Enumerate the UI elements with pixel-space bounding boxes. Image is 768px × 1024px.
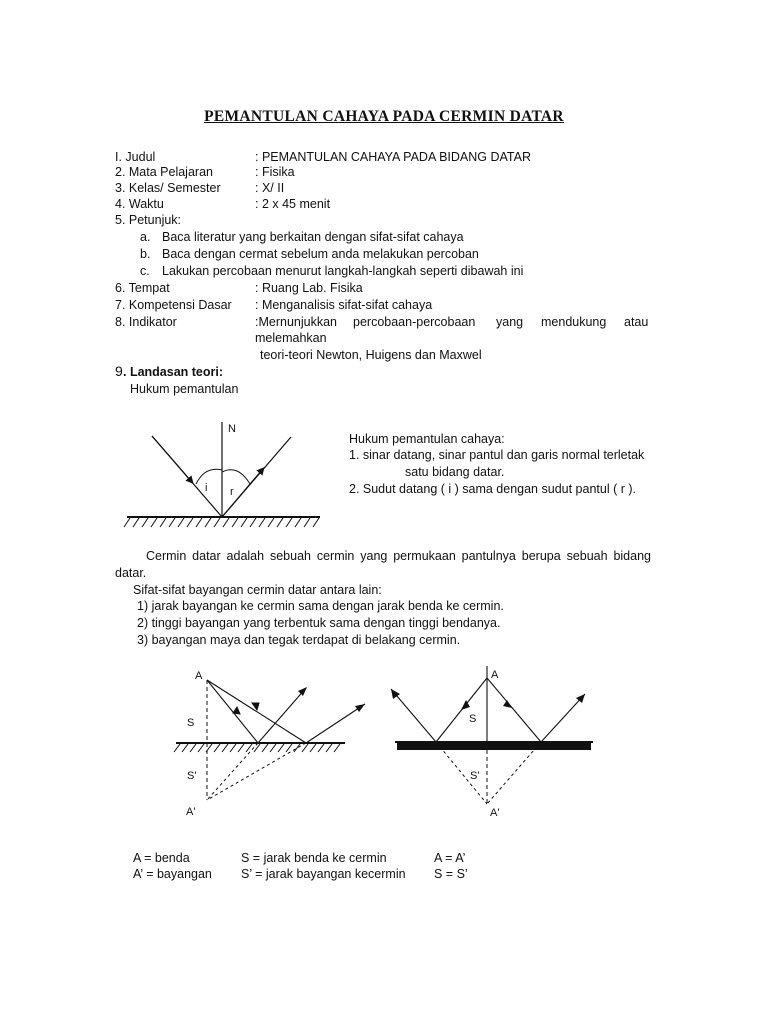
distance-label-3: S [469,713,477,725]
hukum-heading: Hukum pemantulan cahaya: [349,432,505,446]
indikator-line-2: melemahkan [255,331,327,345]
paragraph-line-2: datar. [115,566,147,580]
reflected-ray-3a [391,689,436,742]
word: berupa [521,549,561,563]
virtual-ray-3b [487,742,541,804]
image-distance-label-3: S' [470,770,480,782]
judul-value: : PEMANTULAN CAHAYA PADA BIDANG DATAR [255,150,531,164]
legend-r2-c3: S = S’ [434,867,468,881]
word: sebuah [269,549,311,563]
tempat-value: : Ruang Lab. Fisika [255,281,363,295]
kompetensi-value: : Menganalisis sifat-sifat cahaya [255,298,433,312]
word: sebuah [566,549,608,563]
indikator-line-3: teori-teori Newton, Huigens dan Maxwel [260,348,482,362]
word: permukaan [393,549,456,563]
word: cermin [316,549,355,563]
mapel-label: 2. Mata Pelajaran [115,165,213,179]
hukum-point-1b: satu bidang datar. [405,465,505,479]
legend-r2-c2: S’ = jarak bayangan kecermin [241,867,406,881]
reflected-ray-2a [258,688,306,743]
mapel-value: : Fisika [255,165,295,179]
landasan-title: . Landasan teori: [123,365,224,379]
word: bidang [613,549,651,563]
reflected-ray-3b [541,694,585,742]
image-distance-label-2: S' [187,770,197,782]
petunjuk-item-b: Baca dengan cermat sebelum anda melakukan percoban [162,247,479,261]
petunjuk-marker-c: c. [140,264,150,278]
sifat-heading: Sifat-sifat bayangan cermin datar antara lain: [133,583,382,597]
kompetensi-label: 7. Kompetensi Dasar [115,298,232,312]
word: yang [360,549,388,563]
indikator-word-5: atau [624,315,649,329]
landasan-number: 9 [115,363,123,379]
petunjuk-item-a: Baca literatur yang berkaitan dengan sifat-sifat cahaya [162,230,464,244]
sifat-item-2: 2) tinggi bayangan yang terbentuk sama dengan tinggi bendanya. [137,616,501,630]
tempat-label: 6. Tempat [115,281,170,295]
hukum-point-2: 2. Sudut datang ( i ) sama dengan sudut pantul ( r ). [349,482,636,496]
indikator-word-4: mendukung [541,315,607,329]
legend-r2-c1: A’ = bayangan [133,867,212,881]
arrowhead-3b [503,700,512,708]
document-title: PEMANTULAN CAHAYA PADA CERMIN DATAR [204,108,564,125]
word: Cermin [146,549,187,563]
legend-r1-c1: A = benda [133,851,190,865]
landasan-subtitle: Hukum pemantulan [130,382,239,396]
incident-ray-2b [207,680,306,743]
indikator-label: 8. Indikator [115,315,177,329]
indikator-word-2: percobaan-percobaan [353,315,476,329]
legend-r1-c3: A = A’ [434,851,466,865]
mirror-hatch-2 [174,744,340,752]
kelas-label: 3. Kelas/ Semester [115,181,221,195]
mirror-thick-3 [397,742,591,750]
word: adalah [226,549,265,563]
sifat-item-1: 1) jarak bayangan ke cermin sama dengan jarak benda ke cermin. [137,599,504,613]
legend-r1-c2: S = jarak benda ke cermin [241,851,387,865]
angle-label-i: i [205,482,208,494]
word: datar [192,549,221,563]
arrowhead-2d [355,704,365,712]
waktu-label: 4. Waktu [115,197,164,211]
hukum-point-1: 1. sinar datang, sinar pantul dan garis normal terletak [349,448,645,462]
indikator-word-3: yang [496,315,524,329]
angle-label-r: r [230,486,234,498]
petunjuk-marker-b: b. [140,247,151,261]
image-label-3: A' [490,807,500,819]
incident-ray-3a [436,678,487,742]
object-label-2: A [195,670,203,682]
kelas-value: : X/ II [255,181,285,195]
sifat-item-3: 3) bayangan maya dan tegak terdapat di belakang cermin. [137,633,461,647]
arrowhead-2a [233,707,240,714]
judul-label: I. Judul [115,150,156,164]
petunjuk-marker-a: a. [140,230,151,244]
distance-label-2: S [187,717,195,729]
incident-ray-3b [487,678,541,742]
word: pantulnya [461,549,516,563]
waktu-value: : 2 x 45 menit [255,197,331,211]
incident-ray-2a [207,680,258,743]
petunjuk-item-c: Lakukan percobaan menurut langkah-langkah seperti dibawah ini [162,264,524,278]
reflected-ray-2b [306,704,365,743]
normal-label: N [228,423,236,435]
indikator-word-1: :Mernunjukkan [255,315,337,329]
arrowhead-2c [298,687,307,696]
petunjuk-label: 5. Petunjuk: [115,213,182,227]
object-label-3: A [491,669,499,681]
image-label-2: A' [186,806,196,818]
